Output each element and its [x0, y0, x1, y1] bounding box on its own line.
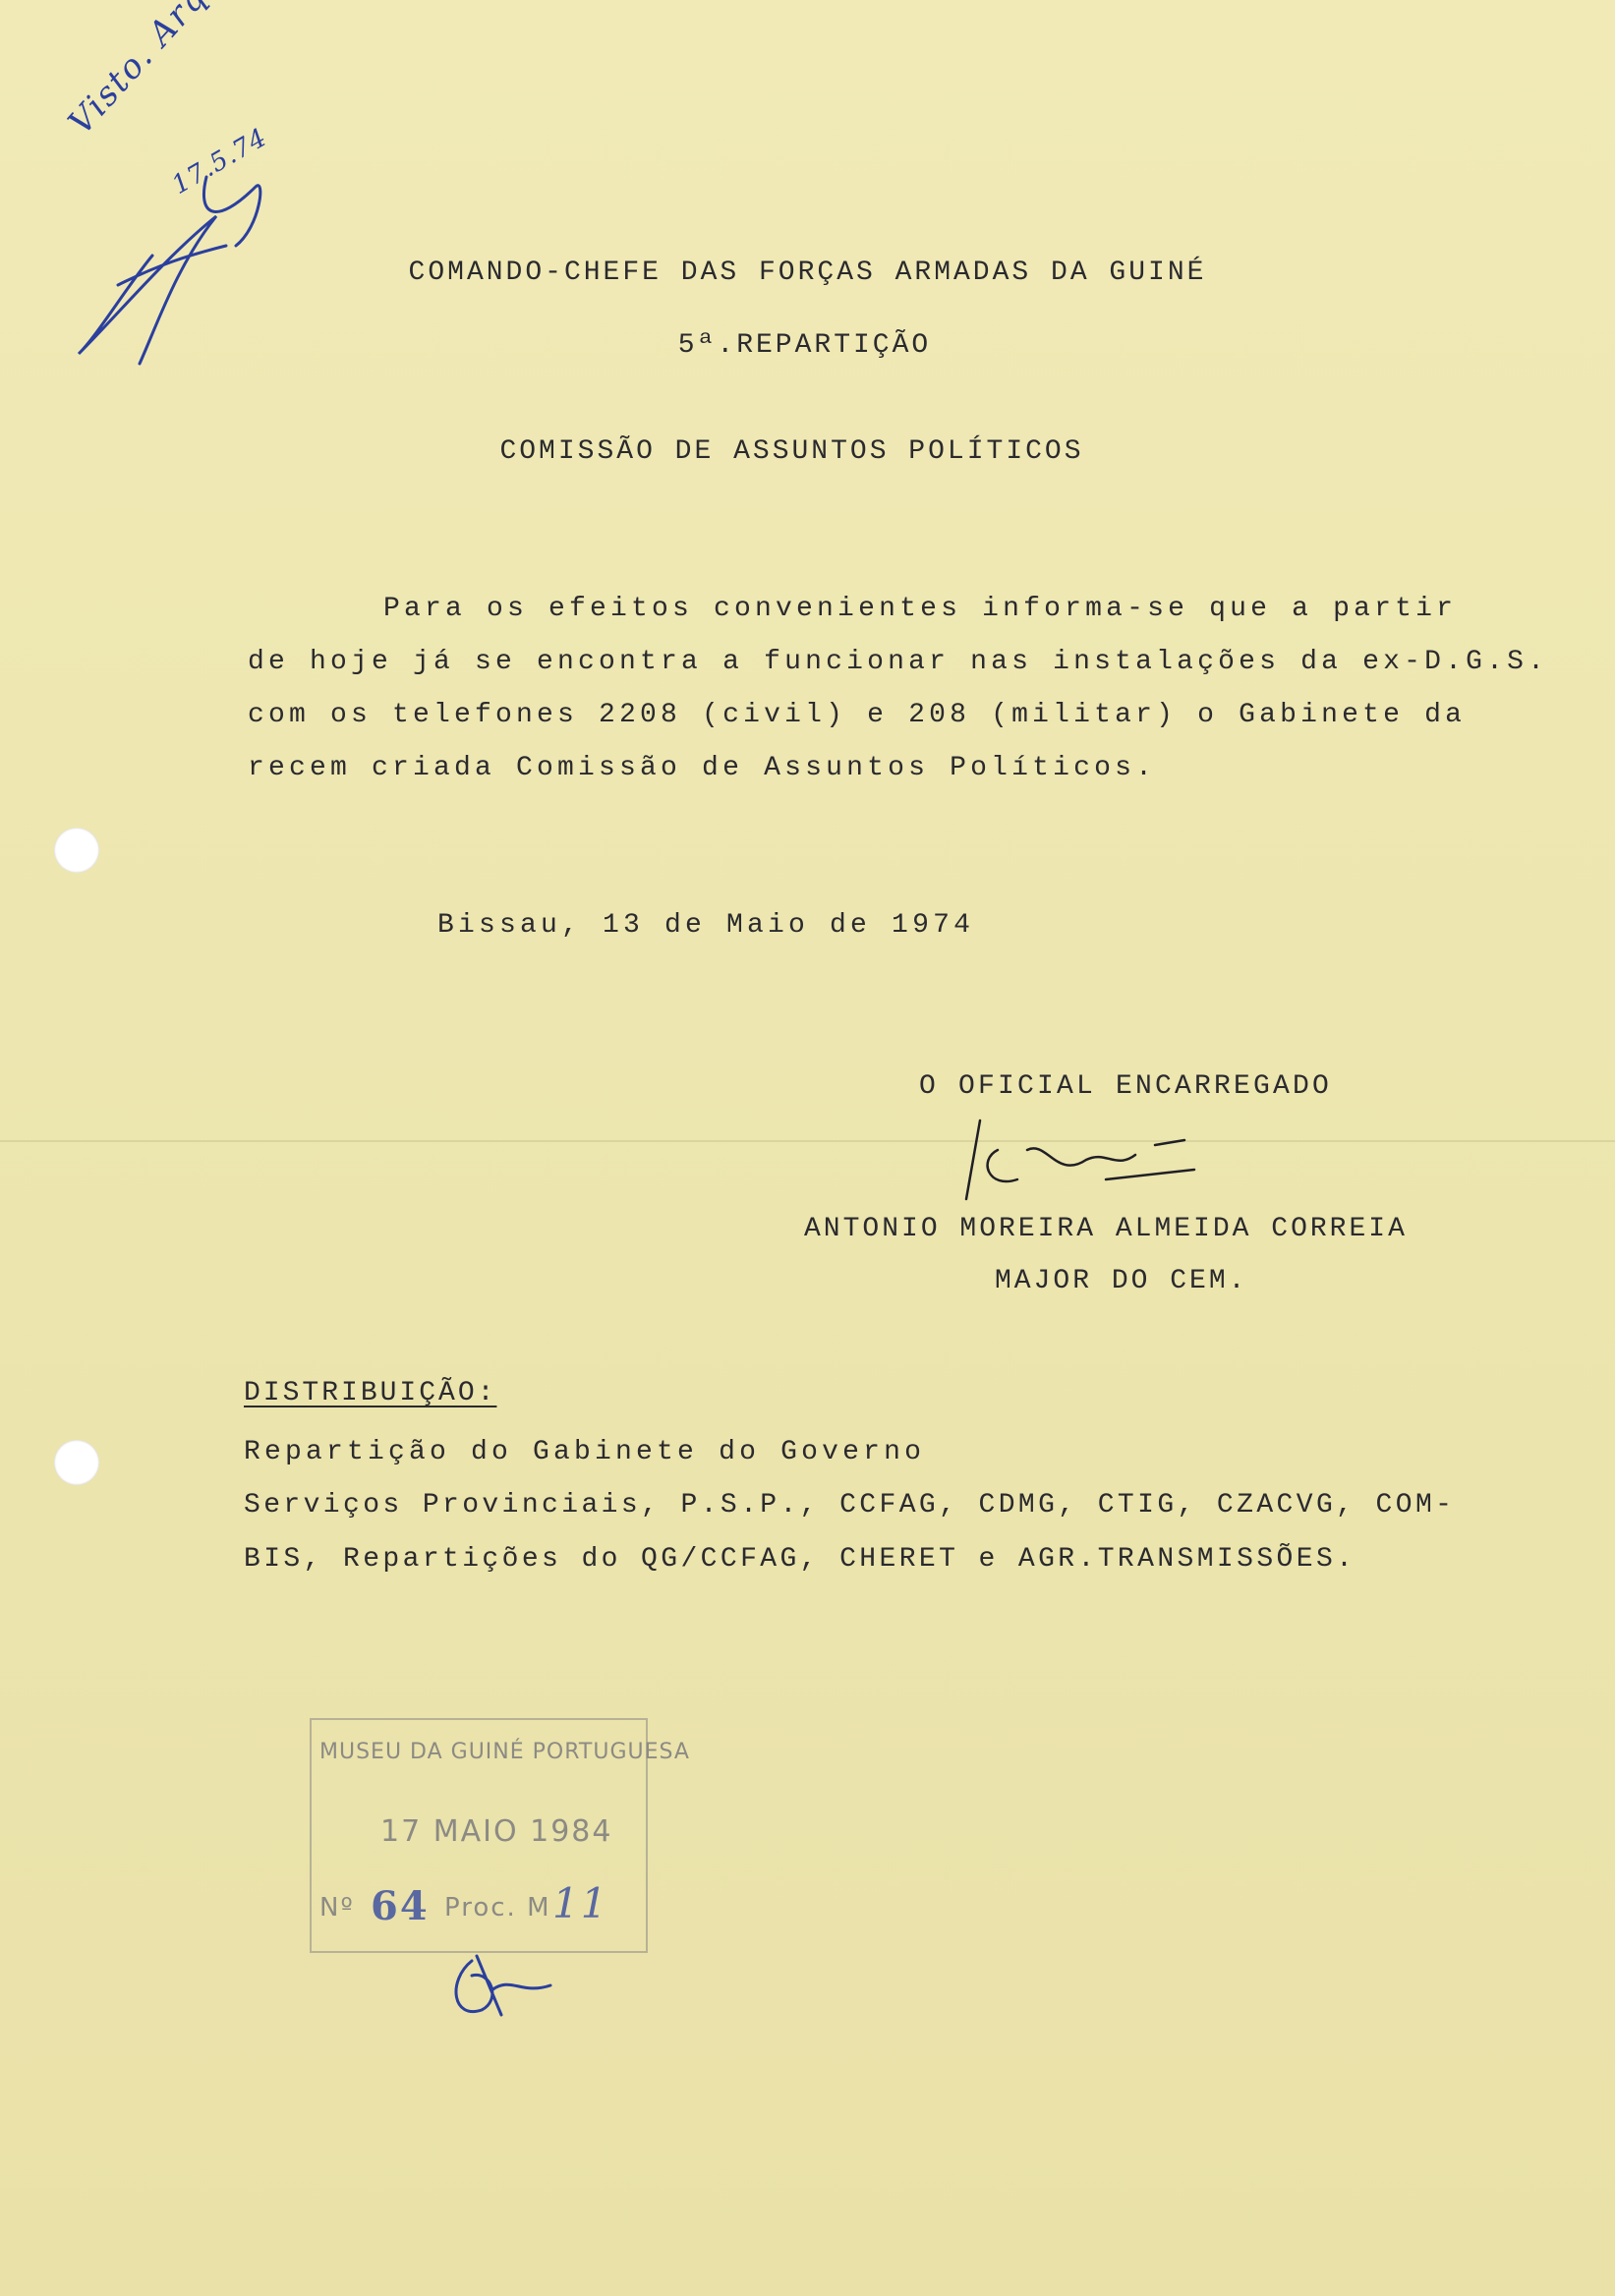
punch-hole-bottom: [54, 1440, 99, 1485]
header-commission-text: COMISSÃO DE ASSUNTOS POLÍTICOS: [499, 436, 1084, 467]
header-department-text: 5ª.REPARTIÇÃO: [677, 330, 932, 361]
header-department: [0, 330, 1612, 361]
header-commission: [0, 436, 1599, 467]
stamp-number: 64: [371, 1883, 430, 1929]
stamp-proc-label: Proc. M: [444, 1893, 551, 1923]
body-line-1: Para os efeitos convenientes informa-se que a partir: [383, 594, 1458, 624]
dateline: Bissau, 13 de Maio de 1974: [437, 910, 975, 941]
distribution-heading: DISTRIBUIÇÃO:: [244, 1378, 497, 1408]
header-command-text: COMANDO-CHEFE DAS FORÇAS ARMADAS DA GUINÉ: [408, 258, 1207, 288]
archive-stamp: [310, 1718, 690, 1953]
stamp-header: MUSEU DA GUINÉ PORTUGUESA: [319, 1740, 690, 1764]
signatory-rank: MAJOR DO CEM.: [995, 1266, 1248, 1296]
distribution-line-3: BIS, Repartições do QG/CCFAG, CHERET e AGR.TRANSMISSÕES.: [244, 1544, 1356, 1575]
handwritten-note-date: 17.5.74: [167, 122, 273, 201]
body-line-3: com os telefones 2208 (civil) e 208 (militar) o Gabinete da: [248, 700, 1467, 730]
stamp-number-label: Nº: [319, 1893, 355, 1923]
distribution-line-1: Repartição do Gabinete do Governo: [244, 1437, 926, 1467]
archivist-initials: [442, 1951, 560, 2030]
signature-scrawl: [958, 1111, 1214, 1209]
stamp-proc-value: 11: [552, 1879, 609, 1927]
signatory-name: ANTONIO MOREIRA ALMEIDA CORREIA: [804, 1214, 1408, 1244]
paper-fold: [0, 1140, 1615, 1142]
punch-hole-top: [54, 828, 99, 873]
signature-title: O OFICIAL ENCARREGADO: [919, 1071, 1333, 1102]
body-line-4: recem criada Comissão de Assuntos Políticos.: [248, 753, 1157, 783]
stamp-date: 17 MAIO 1984: [380, 1814, 613, 1849]
header-command: [0, 258, 1615, 288]
body-line-2: de hoje já se encontra a funcionar nas instalações da ex-D.G.S.: [248, 647, 1549, 677]
distribution-line-2: Serviços Provinciais, P.S.P., CCFAG, CDMG, CTIG, CZACVG, COM-: [244, 1490, 1456, 1521]
